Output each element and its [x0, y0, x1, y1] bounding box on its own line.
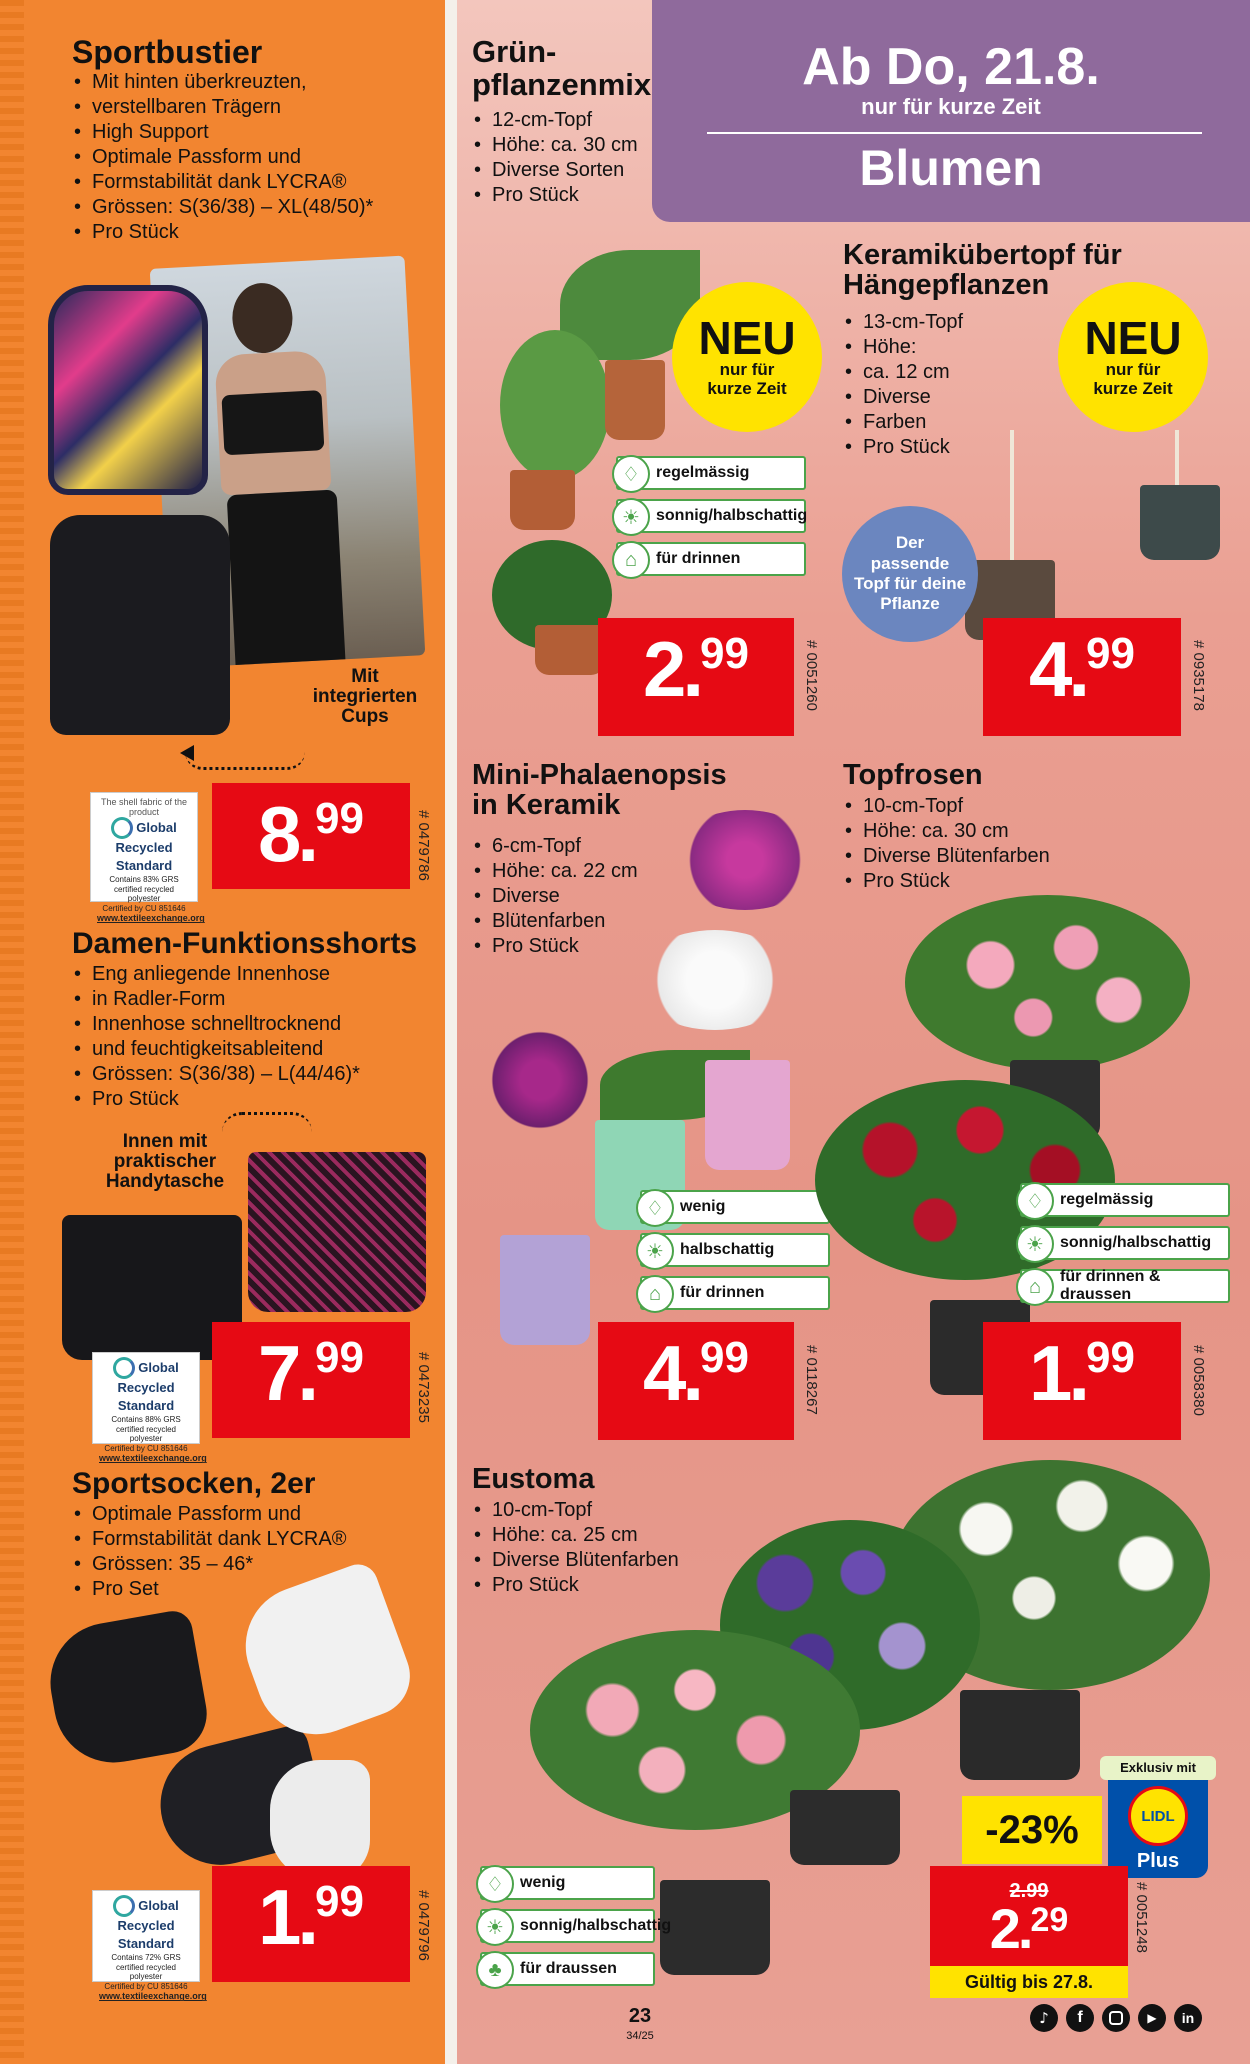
gruenpflanzen-details: • 12-cm-Topf • Höhe: ca. 30 cm • Diverse Sorten • Pro Stück: [472, 108, 638, 208]
facebook-icon[interactable]: f: [1066, 2004, 1094, 2032]
socken-price: 1 . 99: [212, 1866, 410, 1982]
socken-grs-label: Global Recycled Standard Contains 72% GRS certified recycled polyester Certified by CU 851646 www.textileexchange.org: [92, 1890, 200, 1982]
gruenpflanzen-neu-badge: NEU nur für kurze Zeit: [672, 282, 822, 432]
sportbustier-callout: Mit integrierten Cups: [312, 666, 418, 727]
socken-article-number: # 0479796: [415, 1890, 432, 1961]
tree-icon: ♣: [476, 1951, 514, 1989]
house-icon: ⌂: [1016, 1268, 1054, 1306]
eustoma-price: 2.99 2 . 29: [930, 1866, 1128, 1966]
column-gutter: [445, 0, 457, 2064]
sportbustier-price: 8 . 99: [212, 783, 410, 889]
house-icon: ⌂: [612, 541, 650, 579]
gruenpflanzen-title: Grün- pflanzenmix: [472, 34, 652, 102]
sock-white-2: [270, 1760, 370, 1880]
shorts-article-number: # 0473235: [415, 1352, 432, 1423]
grs-logo-icon: [113, 1357, 135, 1379]
topfrosen-title: Topfrosen: [843, 759, 983, 791]
shorts-details: • Eng anliegende Innenhose • in Radler-Form • Innenhose schnelltrocknend • und feuchtigkeitsableitend • Grössen: S(36/38) – L(44/46)* • Pro Stück: [72, 962, 360, 1112]
care-location: ♣ für draussen: [480, 1952, 655, 1986]
care-water: ♢ wenig: [480, 1866, 655, 1900]
care-sun: ☀ sonnig/halbschattig: [1020, 1226, 1230, 1260]
callout-arrowhead: [180, 745, 194, 761]
care-sun: ☀ halbschattig: [640, 1233, 830, 1267]
eustoma-title: Eustoma: [472, 1463, 595, 1495]
sun-icon: ☀: [636, 1232, 674, 1270]
shorts-price: 7 . 99: [212, 1322, 410, 1438]
eustoma-care: [480, 1866, 672, 1995]
shorts-title: Damen-Funktionsshorts: [72, 927, 418, 960]
keramik-article-number: # 0935178: [1190, 640, 1207, 711]
topfrosen-details: • 10-cm-Topf • Höhe: ca. 30 cm • Diverse Blütenfarben • Pro Stück: [843, 794, 1050, 894]
care-location: ⌂ für drinnen: [616, 542, 806, 576]
gruenpflanzen-price: 2 . 99: [598, 618, 794, 736]
instagram-icon[interactable]: [1102, 2004, 1130, 2032]
page-number: 23: [628, 2005, 652, 2027]
topfrosen-care: [1020, 1183, 1230, 1312]
phalaenopsis-price: 4 . 99: [598, 1322, 794, 1440]
header-subtitle: nur für kurze Zeit: [861, 94, 1041, 119]
phalaenopsis-article-number: # 0118267: [803, 1345, 820, 1415]
shorts-callout: Innen mit praktischer Handytasche: [105, 1131, 225, 1192]
keramik-neu-badge: NEU nur für kurze Zeit: [1058, 282, 1208, 432]
header-divider: [707, 132, 1202, 134]
linkedin-icon[interactable]: in: [1174, 2004, 1202, 2032]
grs-logo-icon: [111, 817, 133, 839]
sun-icon: ☀: [1016, 1225, 1054, 1263]
water-drop-icon: ♢: [1016, 1182, 1054, 1220]
callout-arrow: [185, 752, 305, 770]
sportbustier-article-number: # 0479786: [415, 810, 432, 881]
youtube-icon[interactable]: ▶: [1138, 2004, 1166, 2032]
care-sun: ☀ sonnig/halbschattig: [616, 499, 806, 533]
topfrosen-price: 1 . 99: [983, 1322, 1181, 1440]
care-water: ♢ regelmässig: [1020, 1183, 1230, 1217]
gruenpflanzen-care: [616, 456, 806, 585]
care-location: ⌂ für drinnen: [640, 1276, 830, 1310]
keramik-title: Keramikübertopf für Hängepflanzen: [843, 239, 1122, 302]
sportbustier-grs-label: The shell fabric of the product Global Recycled Standard Contains 83% GRS certified recycled polyester Certified by CU 851646 www.textileexchange.org: [90, 792, 198, 902]
lidl-plus-badge: Exklusiv mit LIDL Plus: [1108, 1762, 1208, 1878]
phalaenopsis-care: [640, 1190, 830, 1319]
water-drop-icon: ♢: [636, 1189, 674, 1227]
keramik-bubble: Der passende Topf für deine Pflanze: [842, 506, 978, 642]
water-drop-icon: ♢: [612, 455, 650, 493]
sun-icon: ☀: [476, 1908, 514, 1946]
care-sun: ☀ sonnig/halbschattig: [480, 1909, 655, 1943]
lidl-logo-icon: LIDL: [1128, 1786, 1188, 1846]
header-date: Ab Do, 21.8.: [802, 38, 1100, 96]
grs-logo-icon: [113, 1895, 135, 1917]
care-location: ⌂ für drinnen & draussen: [1020, 1269, 1230, 1303]
phalaenopsis-title: Mini-Phalaenopsis in Keramik: [472, 759, 727, 822]
eustoma-details: • 10-cm-Topf • Höhe: ca. 25 cm • Diverse Blütenfarben • Pro Stück: [472, 1498, 679, 1598]
sportbustier-product-black: [50, 515, 230, 735]
header-category: Blumen: [859, 140, 1043, 196]
header-banner: [652, 0, 1250, 222]
sportbustier-title: Sportbustier: [72, 34, 263, 70]
sportbustier-details: • Mit hinten überkreuzten, • verstellbaren Trägern • High Support • Optimale Passform und • Formstabilität dank LYCRA® • Grössen: S(36/38) – XL(48/50)* • Pro Stück: [72, 70, 373, 245]
keramik-details: • 13-cm-Topf • Höhe: • ca. 12 cm • Diverse • Farben • Pro Stück: [843, 310, 963, 460]
eustoma-article-number: # 0051248: [1133, 1882, 1150, 1953]
eustoma-discount: -23%: [962, 1796, 1102, 1864]
topfrosen-article-number: # 0058380: [1190, 1345, 1207, 1416]
socken-title: Sportsocken, 2er: [72, 1467, 316, 1500]
house-icon: ⌂: [636, 1275, 674, 1313]
gruenpflanzen-article-number: # 0051260: [803, 640, 820, 711]
phalaenopsis-details: • 6-cm-Topf • Höhe: ca. 22 cm • Diverse • Blütenfarben • Pro Stück: [472, 834, 638, 959]
tiktok-icon[interactable]: ♪: [1030, 2004, 1058, 2032]
socken-details: • Optimale Passform und • Formstabilität dank LYCRA® • Grössen: 35 – 46* • Pro Set: [72, 1502, 346, 1602]
page-subnumber: 34/25: [626, 2030, 654, 2042]
shorts-product-pink: [248, 1152, 426, 1312]
social-icons: [1030, 2004, 1202, 2032]
sportbustier-product-top: [48, 285, 208, 495]
shorts-arrow: [222, 1112, 312, 1132]
hanging-pot-2: [1140, 485, 1220, 560]
shorts-grs-label: Global Recycled Standard Contains 88% GRS certified recycled polyester Certified by CU 851646 www.textileexchange.org: [92, 1352, 200, 1444]
care-water: ♢ regelmässig: [616, 456, 806, 490]
eustoma-old-price: 2.99: [1009, 1880, 1049, 1902]
sun-icon: ☀: [612, 498, 650, 536]
care-water: ♢ wenig: [640, 1190, 830, 1224]
eustoma-valid: Gültig bis 27.8.: [930, 1966, 1128, 1998]
water-drop-icon: ♢: [476, 1865, 514, 1903]
keramik-price: 4 . 99: [983, 618, 1181, 736]
